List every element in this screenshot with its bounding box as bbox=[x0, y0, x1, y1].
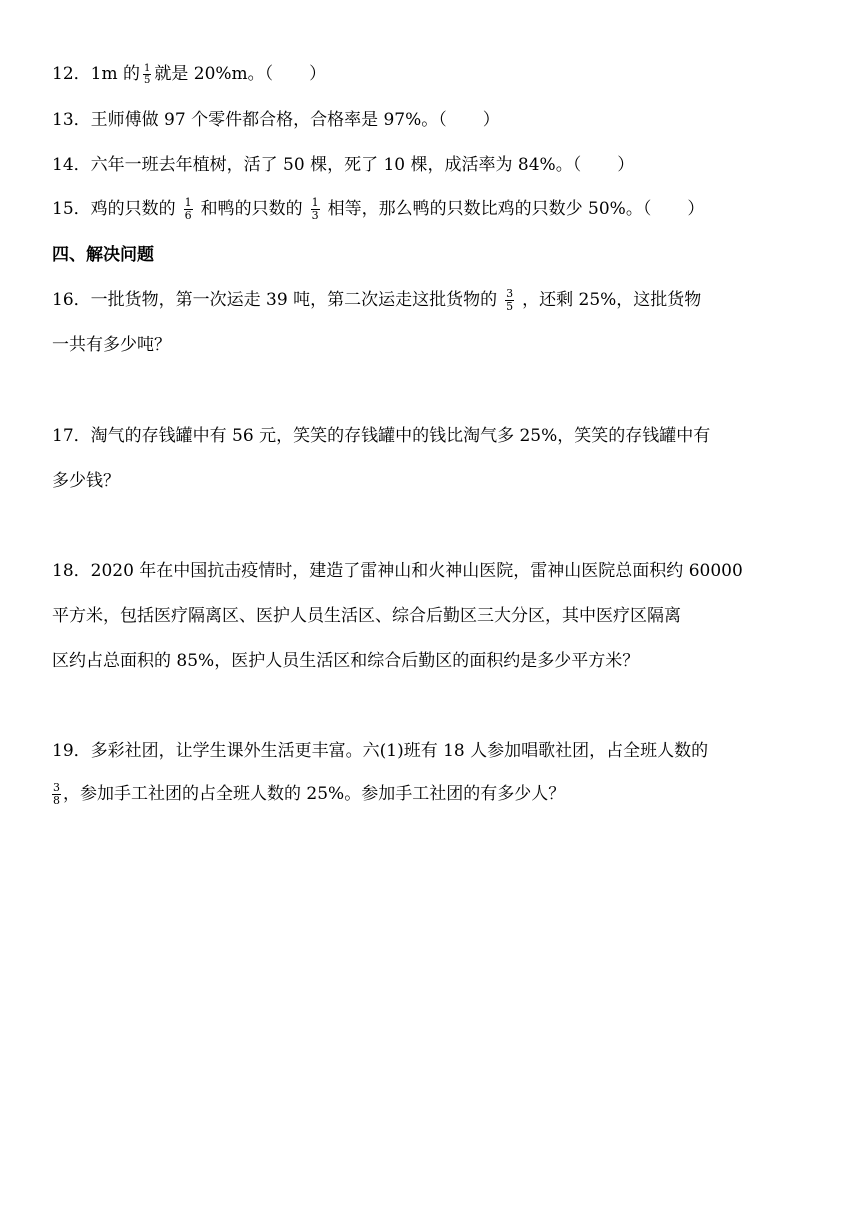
answer-bracket-close: ） bbox=[482, 110, 500, 130]
question-text: ，参加手工社团的占全班人数的 25%。参加手工社团的有多少人？ bbox=[63, 784, 566, 804]
fraction: $\frac{1}{3}$ bbox=[311, 196, 319, 222]
question-text: 一批货物，第一次运走 39 吨，第二次运走这批货物的 bbox=[90, 290, 498, 310]
answer-bracket-close: ） bbox=[617, 155, 635, 175]
question-text: 王师傅做 97 个零件都合格，合格率是 97%。（ bbox=[90, 110, 447, 130]
question-16 bbox=[52, 288, 701, 313]
question-text: 1m 的 bbox=[90, 64, 140, 84]
question-16-line2: 一共有多少吨？ bbox=[52, 335, 171, 355]
question-19-line2 bbox=[52, 782, 565, 807]
question-text: 就是 20%m。（ bbox=[154, 64, 274, 84]
question-number: 13． bbox=[52, 110, 91, 130]
fraction: $\frac{3}{5}$ bbox=[506, 287, 514, 313]
question-12 bbox=[52, 62, 326, 86]
question-17-line2: 多少钱？ bbox=[52, 471, 120, 491]
question-13 bbox=[52, 108, 500, 132]
question-15 bbox=[52, 197, 704, 222]
question-19: 19．多彩社团，让学生课外生活更丰富。六(1)班有 18 人参加唱歌社团，占全班人数的 bbox=[52, 741, 709, 761]
question-text: 和鸭的只数的 bbox=[200, 199, 303, 219]
question-18: 18．2020 年在中国抗击疫情时，建造了雷神山和火神山医院，雷神山医院总面积约 60000 bbox=[52, 561, 743, 581]
question-number: 14． bbox=[52, 155, 91, 175]
question-18-line2: 平方米，包括医疗隔离区、医护人员生活区、综合后勤区三大分区，其中医疗区隔离 bbox=[52, 606, 681, 626]
question-17: 17．淘气的存钱罐中有 56 元，笑笑的存钱罐中的钱比淘气多 25%，笑笑的存钱罐中有 bbox=[52, 426, 711, 446]
fraction: $\frac{1}{6}$ bbox=[184, 196, 192, 222]
question-number: 16． bbox=[52, 290, 91, 310]
section-heading: 四、解决问题 bbox=[52, 245, 154, 265]
question-number: 12． bbox=[52, 64, 91, 84]
answer-bracket-close: ） bbox=[687, 199, 705, 219]
question-text: 相等，那么鸭的只数比鸡的只数少 50%。（ bbox=[327, 199, 652, 219]
question-18-line3: 区约占总面积的 85%，医护人员生活区和综合后勤区的面积约是多少平方米？ bbox=[52, 651, 640, 671]
question-text: 鸡的只数的 bbox=[90, 199, 176, 219]
answer-bracket-close: ） bbox=[309, 64, 327, 84]
question-14 bbox=[52, 153, 634, 177]
fraction: $\frac{3}{8}$ bbox=[53, 781, 60, 807]
question-text: ，还剩 25%，这批货物 bbox=[522, 290, 702, 310]
question-number: 15． bbox=[52, 199, 91, 219]
fraction: $\frac{1}{5}$ bbox=[143, 63, 151, 86]
question-text: 六年一班去年植树，活了 50 棵，死了 10 棵，成活率为 84%。（ bbox=[90, 155, 582, 175]
